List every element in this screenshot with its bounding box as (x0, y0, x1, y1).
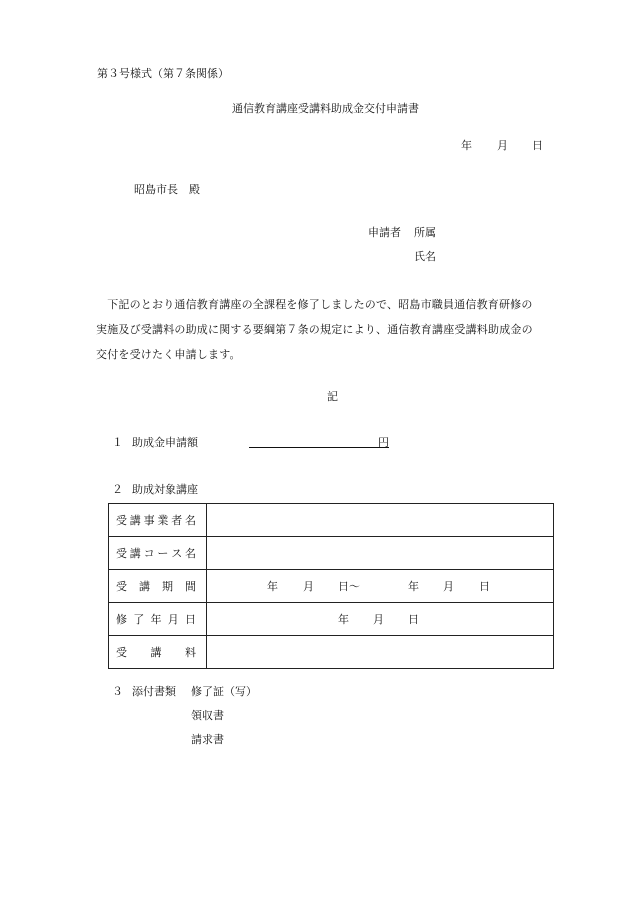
completion-label-cell (109, 603, 207, 636)
label-char: 受 (116, 547, 127, 560)
label-char: 受 (116, 646, 127, 659)
label-char: 了 (133, 613, 145, 626)
period-end-month: 月 (443, 580, 454, 593)
label-char: 講 (129, 547, 141, 560)
applicant-label: 申請者 (368, 226, 401, 239)
label-char: 間 (185, 580, 196, 593)
label-char: 年 (150, 613, 162, 626)
label-char: 講 (129, 514, 141, 527)
item-3-label: 添付書類 (132, 685, 176, 698)
label-char: 月 (167, 613, 179, 626)
attachment-doc: 領収書 (191, 709, 224, 722)
label-char: 講 (139, 580, 150, 593)
fee-label-cell (109, 636, 207, 669)
period-start-month: 月 (303, 580, 314, 593)
table-row (109, 570, 554, 603)
amount-unit: 円 (378, 436, 389, 449)
amount-line (249, 447, 389, 448)
label-char: 者 (171, 514, 183, 527)
completion-year: 年 (338, 613, 349, 626)
form-title: 通信教育講座受講料助成金交付申請書 (232, 102, 419, 115)
affiliation-label: 所属 (414, 226, 436, 239)
completion-value-cell[interactable] (207, 603, 554, 636)
label-char: 日 (185, 613, 196, 626)
label-char: ス (171, 547, 183, 560)
table-row (109, 603, 554, 636)
item-1-number: １ (112, 436, 123, 449)
item-2-label: 助成対象講座 (132, 483, 198, 496)
label-char: 受 (116, 580, 127, 593)
provider-value-cell[interactable] (207, 504, 554, 537)
completion-day: 日 (408, 613, 419, 626)
label-char: 講 (150, 646, 162, 659)
label-char: 事 (143, 514, 155, 527)
period-end-year: 年 (408, 580, 419, 593)
body-line: 実施及び受講料の助成に関する要綱第７条の規定により、通信教育講座受講料助成金の (96, 323, 533, 336)
table-row (109, 504, 554, 537)
form-number: 第３号様式（第７条関係） (97, 67, 229, 80)
table-row (109, 636, 554, 669)
date-month: 月 (497, 139, 508, 152)
provider-label-cell (109, 504, 207, 537)
name-label: 氏名 (414, 250, 436, 263)
table-row (109, 537, 554, 570)
label-char: 期 (162, 580, 173, 593)
label-char: 料 (185, 646, 196, 659)
fee-value-cell[interactable] (207, 636, 554, 669)
label-char: 受 (116, 514, 127, 527)
attachment-doc: 修了証（写） (191, 685, 257, 698)
course-table (108, 503, 554, 669)
date-day: 日 (532, 139, 543, 152)
period-start-year: 年 (267, 580, 278, 593)
label-char: ー (157, 547, 169, 560)
body-paragraph (96, 292, 546, 367)
addressee: 昭島市長 殿 (134, 183, 200, 196)
body-line: 交付を受けたく申請します。 (96, 348, 241, 361)
item-1-label: 助成金申請額 (132, 436, 198, 449)
label-char: 修 (116, 613, 127, 626)
period-value-cell[interactable] (207, 570, 554, 603)
label-char: 業 (157, 514, 169, 527)
completion-month: 月 (373, 613, 384, 626)
label-char: 名 (184, 514, 196, 527)
label-char: 名 (184, 547, 196, 560)
ki-heading: 記 (327, 390, 338, 403)
period-end-day: 日 (479, 580, 490, 593)
period-label-cell (109, 570, 207, 603)
item-3-number: ３ (112, 685, 123, 698)
item-2-number: ２ (112, 483, 123, 496)
course-label-cell (109, 537, 207, 570)
body-line: 下記のとおり通信教育講座の全課程を修了しましたので、昭島市職員通信教育研修の (96, 298, 533, 311)
date-year: 年 (461, 139, 472, 152)
course-value-cell[interactable] (207, 537, 554, 570)
attachment-doc: 請求書 (191, 733, 224, 746)
period-start-day: 日～ (338, 580, 360, 593)
label-char: コ (143, 547, 155, 560)
